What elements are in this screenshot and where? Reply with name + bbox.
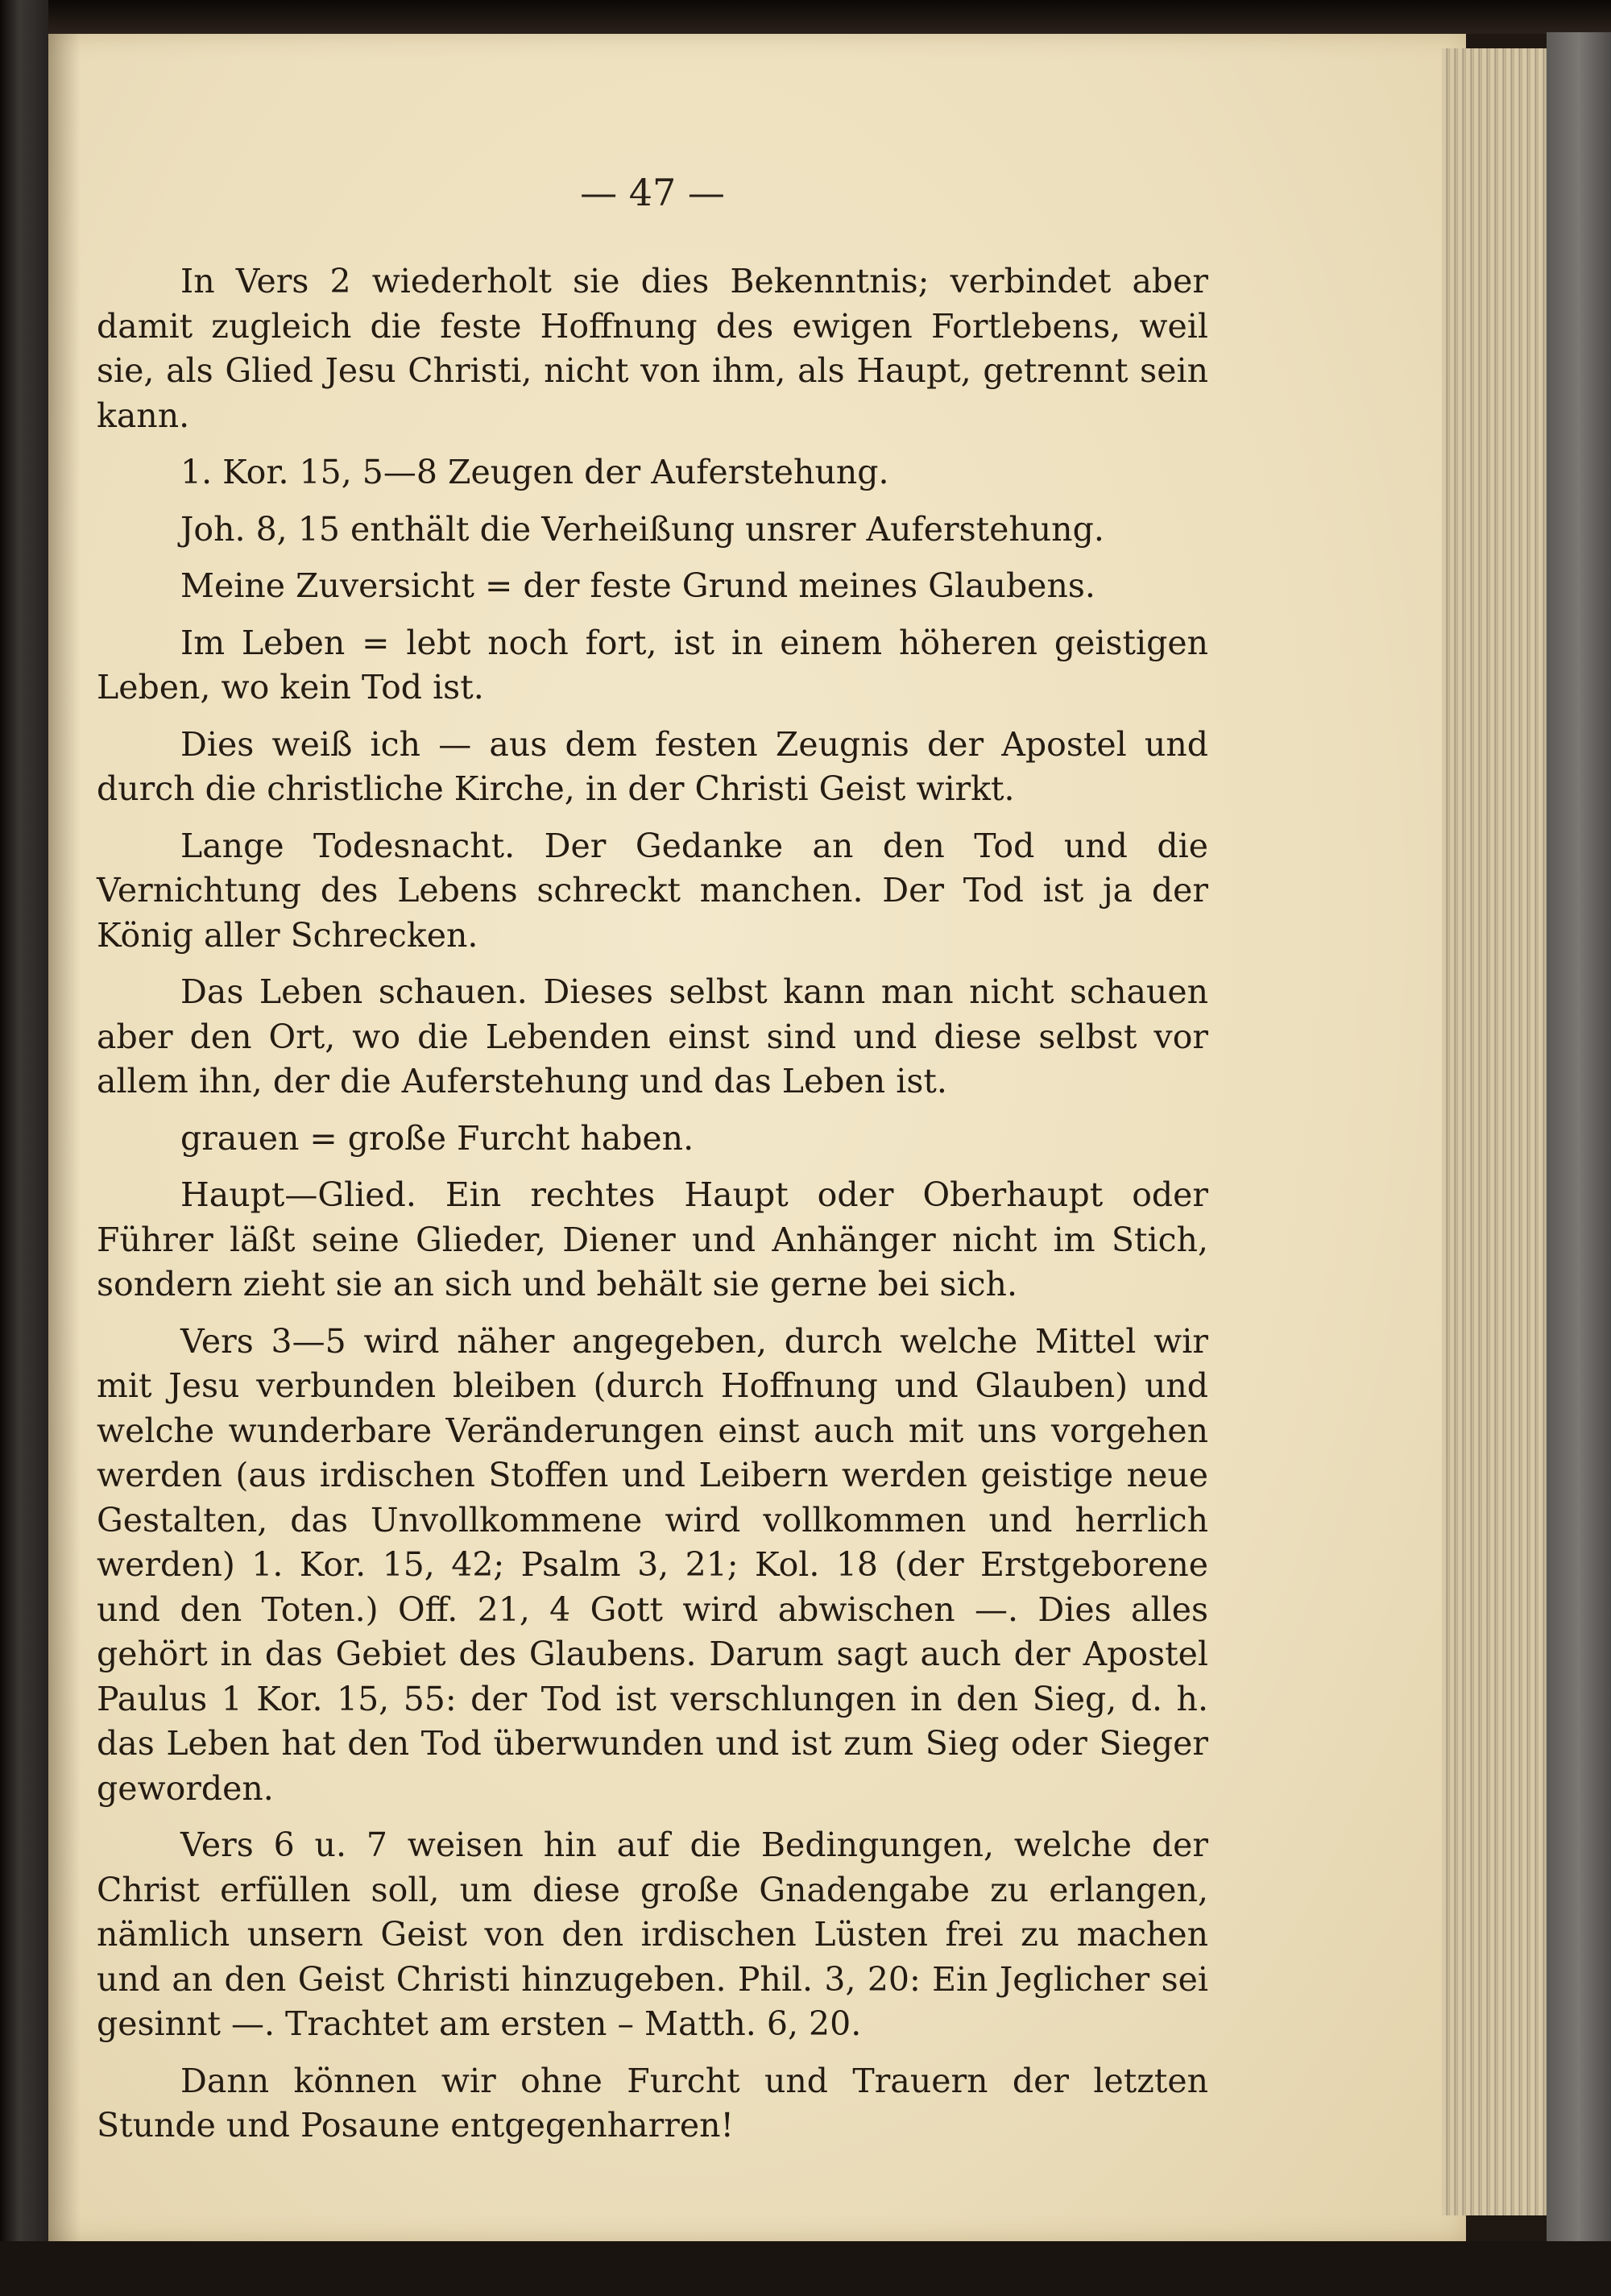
book-cover-edge — [1547, 32, 1611, 2296]
paragraph: Joh. 8, 15 enthält die Verheißung unsrer Auferstehung. — [180, 509, 1104, 549]
paragraph: Dann können wir ohne Furcht und Trauern der letzten Stunde und Posaune entgegenharren! — [97, 2061, 1208, 2145]
paragraph: In Vers 2 wiederholt sie dies Bekenntnis; verbindet aber damit zugleich die feste Hoffnung des ewigen Fortlebens, weil sie, als Glied Jesu Christi, nicht von ihm, als Haupt, getrennt sein kann. — [97, 262, 1208, 435]
page-gutter-shadow — [48, 34, 81, 2241]
page-body — [97, 259, 1208, 2149]
book-spine-left — [0, 0, 48, 2296]
page-stack-edges — [1442, 48, 1551, 2215]
paragraph: Lange Todesnacht. Der Gedanke an den Tod und die Vernichtung des Lebens schreckt manchen. Der Tod ist ja der König aller Schrecken. — [97, 826, 1208, 955]
paragraph: Haupt—Glied. Ein rechtes Haupt oder Oberhaupt oder Führer läßt seine Glieder, Diener und Anhänger nicht im Stich, sondern zieht sie an sich und behält sie gerne bei sich. — [97, 1175, 1208, 1303]
paragraph: Im Leben = lebt noch fort, ist in einem höheren geistigen Leben, wo kein Tod ist. — [97, 623, 1208, 707]
paragraph: Dies weiß ich — aus dem festen Zeugnis der Apostel und durch die christliche Kirche, in der Christi Geist wirkt. — [97, 724, 1208, 808]
paragraph: Das Leben schauen. Dieses selbst kann man nicht schauen aber den Ort, wo die Lebenden einst sind und diese selbst vor allem ihn, der die Auferstehung und das Leben ist. — [97, 972, 1208, 1100]
page-number: — 47 — — [580, 171, 725, 214]
paragraph: 1. Kor. 15, 5—8 Zeugen der Auferstehung. — [180, 453, 889, 491]
scan-bottom-edge — [0, 2241, 1611, 2296]
paragraph: Vers 3—5 wird näher angegeben, durch welche Mittel wir mit Jesu verbunden bleiben (durch Hoffnung und Glauben) und welche wunderbare Veränderungen einst auch mit uns vorgehen werden (aus irdischen Stoffen und Leibern werden geistige neue Gestalten, das Unvollkommene wird vollkommen und herrlich werden) 1. Kor. 15, 42; Psalm 3, 21; Kol. 18 (der Erstgeborene und den Toten.) Off. 21, 4 Gott wird abwischen —. Dies alles gehört in das Gebiet des Glaubens. Darum sagt auch der Apostel Paulus 1 Kor. 15, 55: der Tod ist verschlungen in den Sieg, d. h. das Leben hat den Tod überwunden und ist zum Sieg oder Sieger geworden. — [97, 1321, 1208, 1808]
paragraph: grauen = große Furcht haben. — [180, 1118, 694, 1158]
paragraph: Meine Zuversicht = der feste Grund meines Glaubens. — [180, 566, 1095, 605]
scan-top-edge — [0, 0, 1611, 34]
paragraph: Vers 6 u. 7 weisen hin auf die Bedingungen, welche der Christ erfüllen soll, um diese große Gnadengabe zu erlangen, nämlich unsern Geist von den irdischen Lüsten frei zu machen und an den Geist Christi hinzugeben. Phil. 3, 20: Ein Jeglicher sei gesinnt —. Trachtet am ersten – Matth. 6, 20. — [97, 1826, 1208, 2043]
